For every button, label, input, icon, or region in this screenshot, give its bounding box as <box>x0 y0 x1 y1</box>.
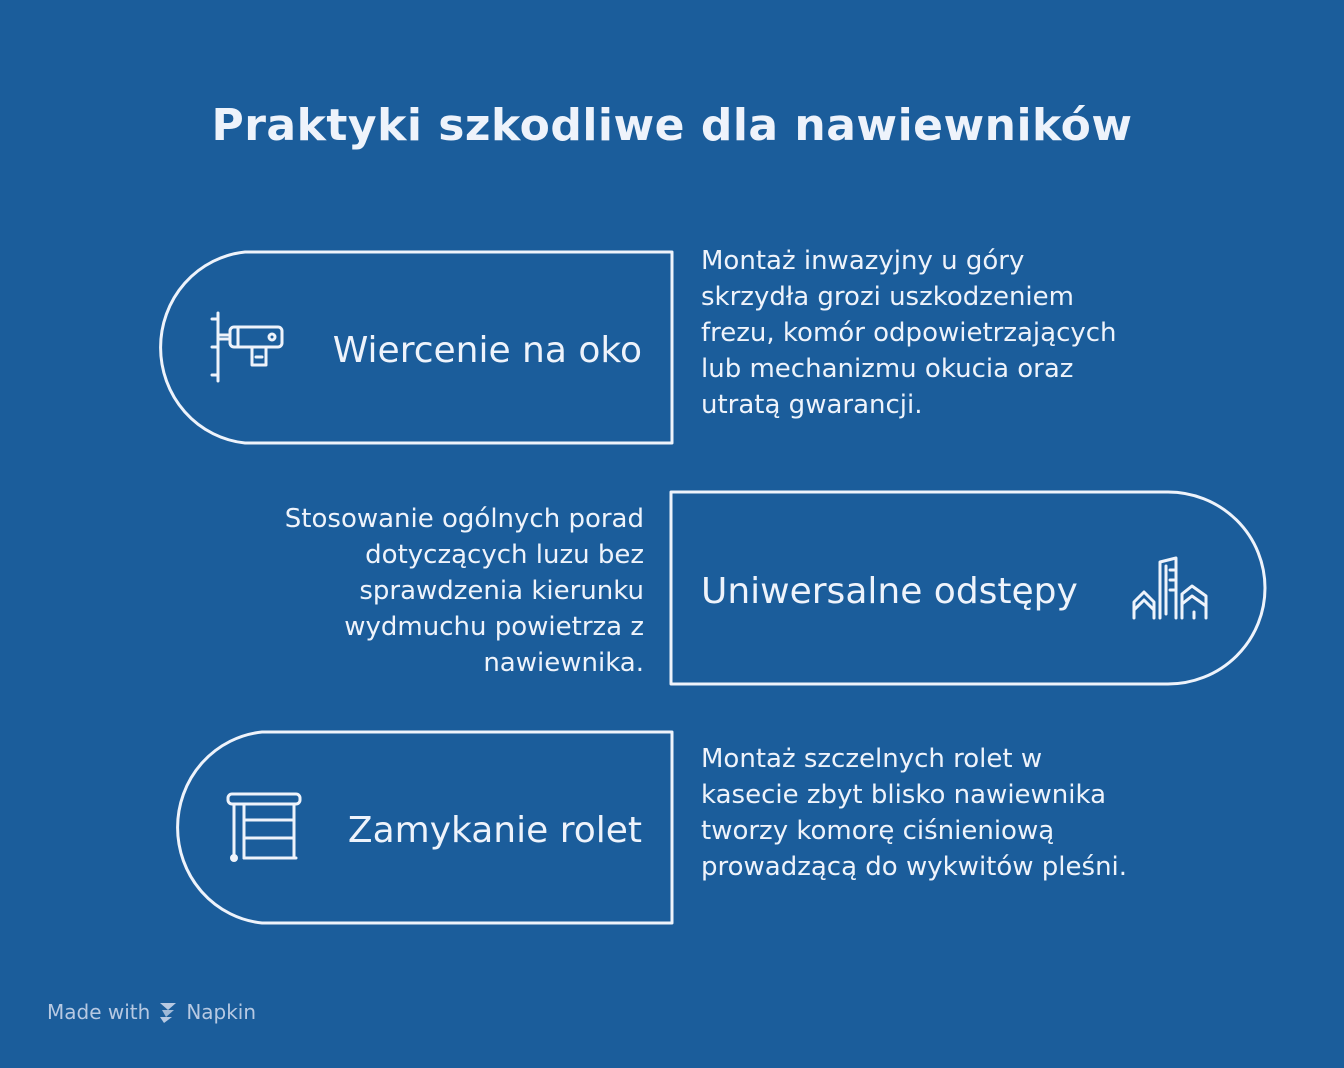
item-description-spacing: Stosowanie ogólnych porad dotyczących luzu bez sprawdzenia kierunku wydmuchu powietrza z nawiewnika. <box>284 504 644 678</box>
item-label-blinds: Zamykanie rolet <box>347 810 642 851</box>
item-description-blinds: Montaż szczelnych rolet w kasecie zbyt blisko nawiewnika tworzy komorę ciśnieniową prowadzącą do wykwitów pleśni. <box>701 744 1128 882</box>
buildings-icon <box>1130 556 1210 626</box>
item-label-spacing: Uniwersalne odstępy <box>701 571 1078 612</box>
item-description-drilling: Montaż inwazyjny u góry skrzydła grozi uszkodzeniem frezu, komór odpowietrzających lub mechanizmu okucia oraz utratą gwarancji. <box>701 246 1117 420</box>
drill-icon <box>208 311 288 387</box>
napkin-logo-icon <box>158 1001 178 1023</box>
made-with-text: Made with <box>47 1000 151 1024</box>
footer-attribution <box>47 1000 256 1024</box>
item-label-drilling: Wiercenie na oko <box>332 330 642 371</box>
page-title: Praktyki szkodliwe dla nawiewników <box>211 100 1133 151</box>
napkin-brand-text: Napkin <box>186 1000 257 1024</box>
roller-blind-icon <box>226 790 302 868</box>
